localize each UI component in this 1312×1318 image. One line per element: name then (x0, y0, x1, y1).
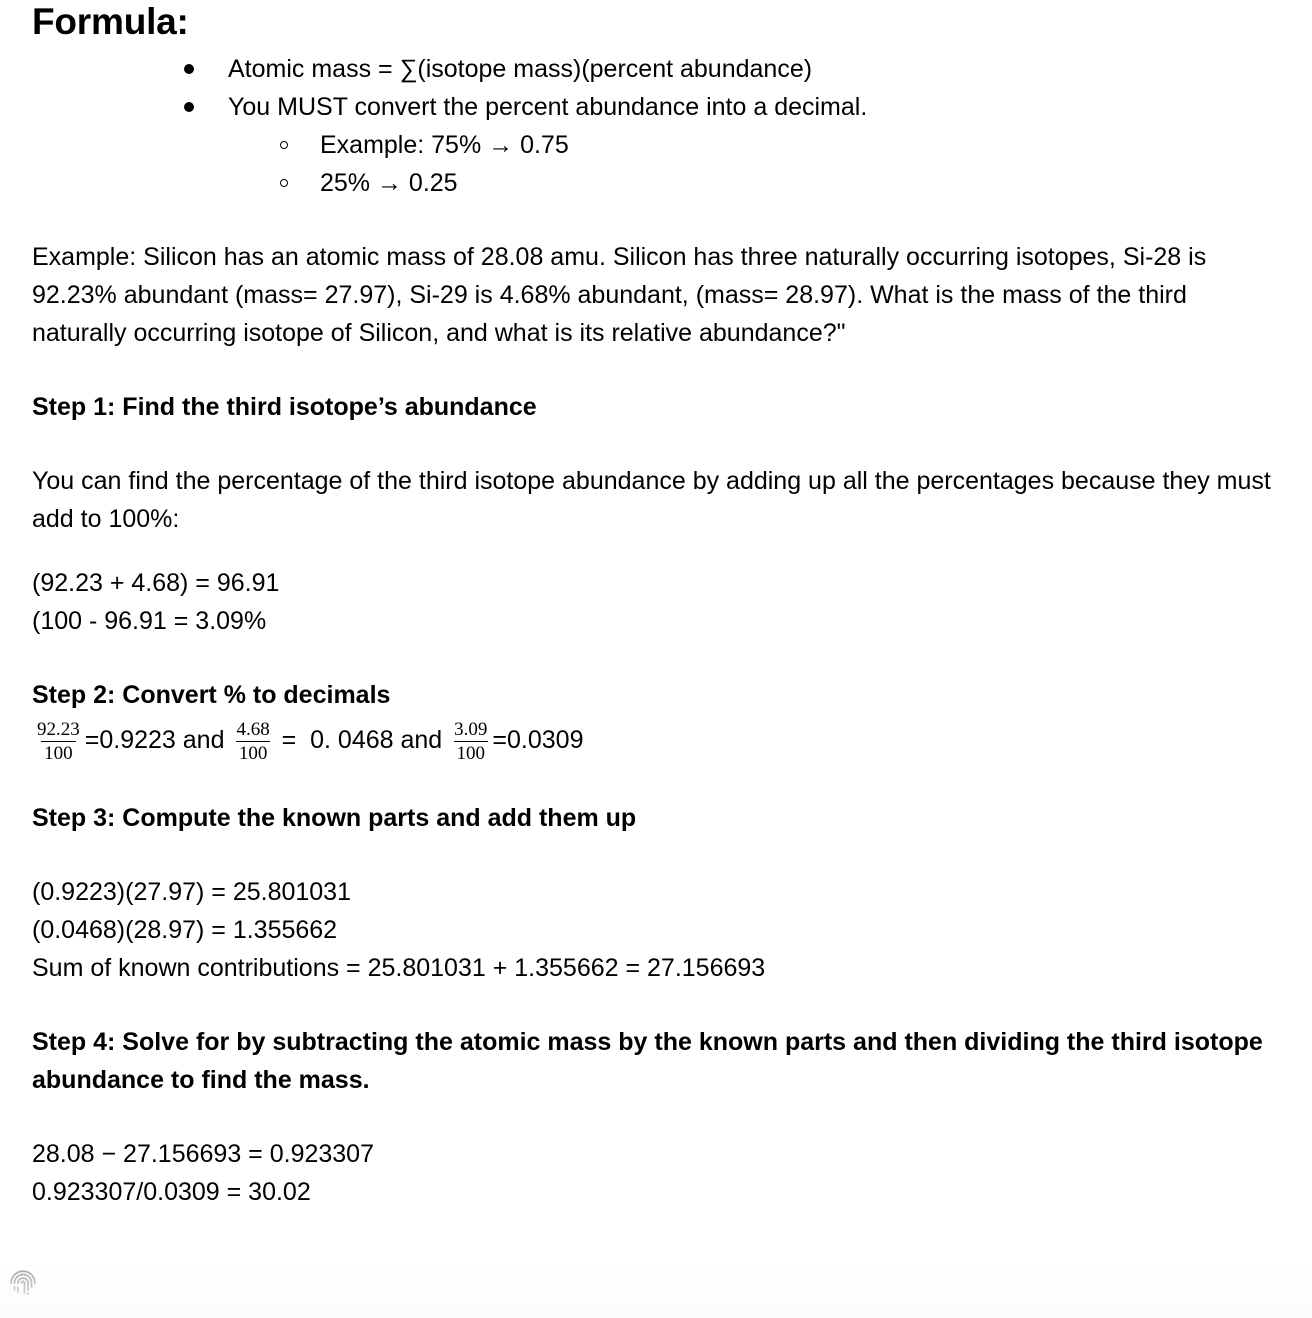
fraction-numerator: 4.68 (236, 718, 270, 740)
conjunction-1: and (175, 725, 232, 754)
conjunction-2: and (393, 725, 450, 754)
highlight-yellow: and (853, 1023, 897, 1061)
highlight-yellow: Si-29 is (409, 276, 492, 314)
formula-bullet-list (32, 50, 1280, 202)
bullet-ring-icon (280, 179, 288, 187)
example-problem-paragraph (32, 238, 1280, 352)
fraction-2 (233, 719, 272, 765)
example-text-segment: . What is the mass of the third naturally occurring isotope of Silicon, and what is its relative abundance?" (32, 280, 1187, 347)
step-3-line-2: (0.0468)(28.97) = 1.355662 (32, 916, 338, 945)
example-text-segment: -28 (1145, 242, 1189, 271)
fraction-3-result: =0.0309 (492, 725, 584, 754)
step-4-line-2: 0.923307/0.0309 = 30.02 (32, 1178, 311, 1207)
step-4-heading-segment: the known parts (647, 1028, 854, 1057)
bullet-dot-icon (184, 102, 194, 112)
step-4-heading-segment: then dividing the third isotope abundance to find the mass. (32, 1028, 1263, 1095)
fraction-3 (451, 719, 490, 765)
example-text-segment: 4.68% (492, 280, 578, 309)
fraction-numerator: 92.23 (37, 718, 80, 740)
list-item (228, 126, 1280, 164)
step-4-line-1: 28.08 − 27.156693 = 0.923307 (32, 1140, 374, 1169)
fraction-1 (34, 719, 83, 765)
fraction-denominator: 100 (41, 741, 76, 764)
highlight-yellow: i (1140, 238, 1146, 276)
step-3-line-1: (0.9223)(27.97) = 25.801031 (32, 878, 351, 907)
step-1-calc-line-1: (92.23 + 4.68) = 96.91 (32, 568, 280, 597)
spacer (32, 763, 1280, 799)
highlight-pink: abundant, (578, 276, 689, 314)
spacer (32, 538, 1280, 564)
step-2-fraction-line (32, 714, 1280, 764)
page-title: Formula: (32, 1, 189, 42)
highlight-yellow: by (618, 1023, 647, 1061)
highlight-yellow: (mass= 27.97) (235, 276, 396, 314)
list-item (32, 50, 1280, 88)
list-item-label: You MUST convert the percent abundance into a decimal. (228, 92, 868, 121)
step-1-calc-line-2: (100 - 96.91 = 3.09% (32, 606, 267, 635)
bottom-fade-overlay (0, 1258, 1312, 1318)
bullet-dot-icon (184, 64, 194, 74)
step-1-heading: Step 1: Find the third isotope’s abundance (32, 392, 537, 421)
fraction-1-result: =0.9223 (84, 725, 176, 754)
fraction-denominator: 100 (454, 741, 489, 764)
spacer (32, 640, 1280, 676)
fraction-denominator: 100 (236, 741, 271, 764)
list-item-label: Atomic mass = ∑(isotope mass)(percent abundance) (228, 54, 813, 83)
highlight-yellow: is (1188, 238, 1206, 276)
step-2-heading: Step 2: Convert % to decimals (32, 680, 391, 709)
spacer (32, 987, 1280, 1023)
fingerprint-icon (8, 1268, 38, 1298)
formula-subbullet-list (228, 126, 1280, 202)
spacer (32, 837, 1280, 873)
spacer (32, 352, 1280, 388)
step-3-line-3: Sum of known contributions = 25.801031 + 1.355662 = 27.156693 (32, 954, 766, 983)
list-item (32, 88, 1280, 202)
list-item-label: 25% → 0.25 (320, 168, 458, 197)
step-4-heading-segment: Step 4: Solve for by subtracting the atomic mass (32, 1028, 619, 1057)
spacer (32, 426, 1280, 462)
step-1-paragraph: You can find the percentage of the third isotope abundance by adding up all the percentages because they must add to 100%: (32, 466, 1271, 533)
spacer (32, 202, 1280, 238)
example-text-segment: Example: Silicon has an atomic mass of 28.08 amu. Silicon has three naturally occurring isotopes, S (32, 242, 1140, 271)
step-4-heading (32, 1023, 1280, 1099)
bullet-ring-icon (280, 141, 288, 149)
example-text-segment: 92.23% abundant (32, 280, 235, 309)
step-3-heading: Step 3: Compute the known parts and add them up (32, 804, 637, 833)
fraction-2-result: = 0. 0468 (274, 725, 394, 754)
highlight-yellow: (mass= 28.97) (689, 276, 856, 314)
fraction-numerator: 3.09 (454, 718, 488, 740)
spacer (32, 1099, 1280, 1135)
list-item (228, 164, 1280, 202)
watermark-badge (2, 1262, 44, 1304)
list-item-label: Example: 75% → 0.75 (320, 130, 569, 159)
example-text-segment: , (395, 280, 410, 309)
